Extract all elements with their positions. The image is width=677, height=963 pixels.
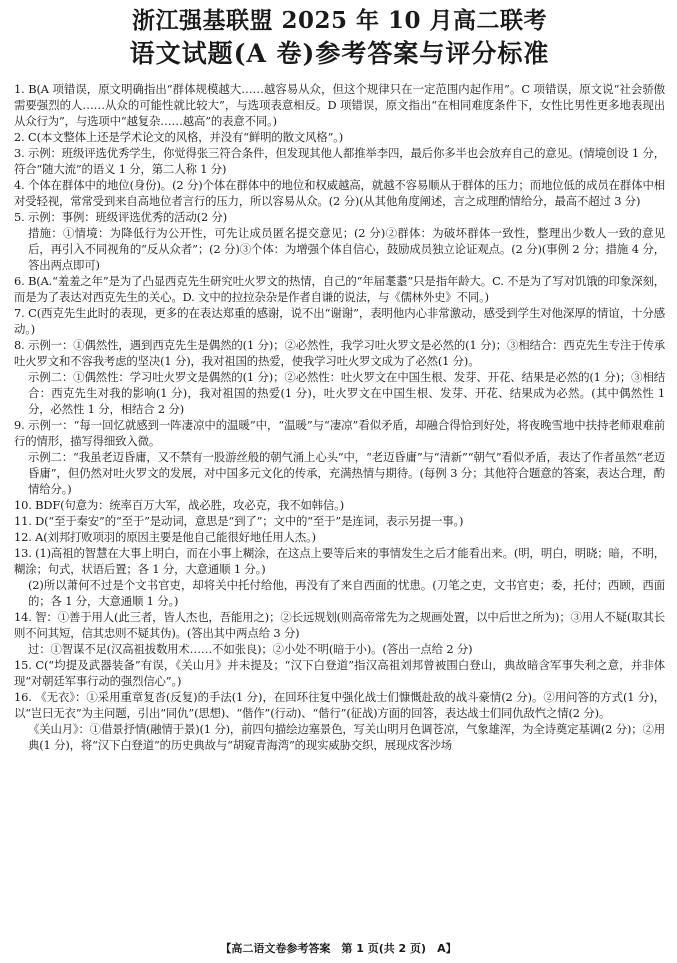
answer-item: 1. B(A 项错误，原文明确指出“群体规模越大……越容易从众，但这个规律只在一定范围内起作用”。C 项错误，原文说“社会骄傲需要强烈的人……从众的可能性就比较大”，与选项表意相反。D 项错误，原文指出“在相同难度条件下，女性比男性更多地表现出从众行为”，与选项中“越复杂……越高”的表意不同。): [14, 82, 665, 128]
answer-item: 13. (1)高祖的智慧在大事上明白，而在小事上糊涂，在这点上要等后来的事情发生之后才能看出来。(明，明白，明晓；暗，不明，糊涂；句式，状语后置；各 1 分，大意通顺 1 分。): [14, 546, 665, 576]
answer-item: 9. 示例一：“每一回忆就感到一阵凄凉中的温暖”中，“温暖”与“凄凉”看似矛盾，却融合得恰到好处，将夜晚雪地中扶持老师艰难前行的情形，描写得细致入微。: [14, 418, 665, 448]
answer-subparagraph: 示例二：①偶然性：学习吐火罗文是偶然的(1 分)；②必然性：吐火罗文在中国生根、发芽、开花、结果是必然的(1 分)；③相结合：西克先生对我的影响(1 分)，我对祖国的热爱(1 分)，吐火罗文在中国生根、发芽、开花、结果成为必然。(其中偶然性 1 分，必然性 1 分，相结合 2 分): [28, 370, 665, 416]
answer-item: 7. C(西克先生此时的表现，更多的在表达郑重的感谢，说不出“谢谢”，表明他内心非常激动，感受到学生对他深厚的情谊，十分感动。): [14, 306, 665, 336]
answer-item: 8. 示例一：①偶然性，遇到西克先生是偶然的(1 分)；②必然性，我学习吐火罗文是必然的(1 分)；③相结合：西克先生专注于传承吐火罗文和不容我考虑的坚决(1 分)，我对祖国的热爱，使我学习吐火罗文成为了必然(1 分)。: [14, 338, 665, 368]
answer-item: 5. 示例：事例：班级评选优秀的活动(2 分): [14, 210, 228, 224]
answer-item: 6. B(A.“羞羞之年”是为了凸显西克先生研究吐火罗文的热情，自己的“年届耄耋”只是指年龄大。C. 不是为了写对饥饿的印象深刻，而是为了表达对西克先生的关心。D. 文中的拉拉杂杂是作者自谦的说法，与《儒林外史》不同。): [14, 274, 665, 304]
document-title: 语文试题(A 卷)参考答案与评分标准: [129, 39, 550, 68]
answer-item: 2. C(本文整体上还是学术论文的风格，并没有“鲜明的散文风格”。): [14, 130, 344, 144]
answer-subparagraph: 示例二：“我虽老迈昏庸，又不禁有一股游丝般的朝气涌上心头”中，“老迈昏庸”与“清新”“朝气”看似矛盾，表达了作者虽然“老迈昏庸”，但仍然对吐火罗文的发展，对中国多元文化的传承，充满热情与期待。(每例 3 分；其他符合题意的答案，表达合理，酌情给分。): [28, 450, 665, 496]
answer-subparagraph: 《关山月》：①借景抒情(融情于景)(1 分)，前四句描绘边塞景色，写关山明月色调苍凉，气象雄浑，为全诗奠定基调(2 分)；②用典(1 分)，将“汉下白登道”的历史典故与“胡窥青海湾”的现实威胁交织，展现戍客沙场: [28, 722, 665, 752]
answer-item: 14. 智：①善于用人(此三者，皆人杰也，吾能用之)；②长远规划(则高帝常先为之规画处置，以中后世之所为)；③用人不疑(取其长则不问其短，信其忠则不疑其伪)。(答出其中两点给 3 分): [14, 610, 665, 640]
answer-subparagraph: 过：①智谋不足(汉高祖拔数用术……不如张良)；②小处不明(暗于小)。(答出一点给 2 分): [28, 642, 473, 656]
answer-list: [14, 81, 665, 753]
answer-subparagraph: (2)所以萧何不过是个文书官吏，却将关中托付给他，再没有了来自西面的忧患。(刀笔之吏，文书官吏；委，托付；西顾，西面的；各 1 分，大意通顺 1 分。): [28, 578, 665, 608]
exam-title: 浙江强基联盟 2025 年 10 月高二联考: [131, 7, 548, 34]
answer-item: 16. 《无衣》：①采用重章复沓(反复)的手法(1 分)，在回环往复中强化战士们慷慨赴敌的战斗豪情(2 分)。②用问答的方式(1 分)，以“岂曰无衣”为主问题，引出“同仇”(思想)、“偕作”(行动)、“偕行”(征战)方面的回答，表达战士们同仇敌忾之情(2 分)。: [14, 690, 665, 720]
answer-item: 10. BDF(句意为：统率百万大军，战必胜，攻必克，我不如韩信。): [14, 498, 344, 512]
page-footer: 【高二语文卷参考答案 第 1 页(共 2 页) A】: [220, 942, 457, 955]
answer-subparagraph: 措施：①情境：为降低行为公开性，可先让成员匿名提交意见；(2 分)②群体：为破坏群体一致性，整理出少数人一致的意见后，再引入不同视角的“反从众者”；(2 分)③个体：为增强个体自信心，鼓励成员独立论证观点。(2 分)(事例 2 分；措施 4 分，答出两点即可): [28, 226, 665, 272]
answer-item: 3. 示例：班级评选优秀学生，你觉得张三符合条件，但发现其他人都推举李四，最后你多半也会放弃自己的意见。(情境创设 1 分，符合“随大流”的语义 1 分，第二人称 1 分): [14, 146, 665, 176]
answer-item: 4. 个体在群体中的地位(身份)。(2 分)个体在群体中的地位和权威越高，就越不容易顺从于群体的压力；而地位低的成员在群体中相对受轻视，常常受到来自高地位者言行的压力，所以容易从众。(2 分)(从其他角度阐述，言之成理酌情给分，最高不超过 3 分): [14, 178, 665, 208]
answer-item: 15. C(“均提及武器装备”有误，《关山月》并未提及；“汉下白登道”指汉高祖刘邦曾被围白登山，典故暗含军事失利之意，并非体现“对朝廷军事行动的强烈信心”。): [14, 658, 665, 688]
answer-item: 11. D(“至于秦安”的“至于”是动词，意思是“到了”；文中的“至于”是连词，表示另提一事。): [14, 514, 464, 528]
answer-item: 12. A(刘邦打败项羽的原因主要是他自己能很好地任用人杰。): [14, 530, 316, 544]
